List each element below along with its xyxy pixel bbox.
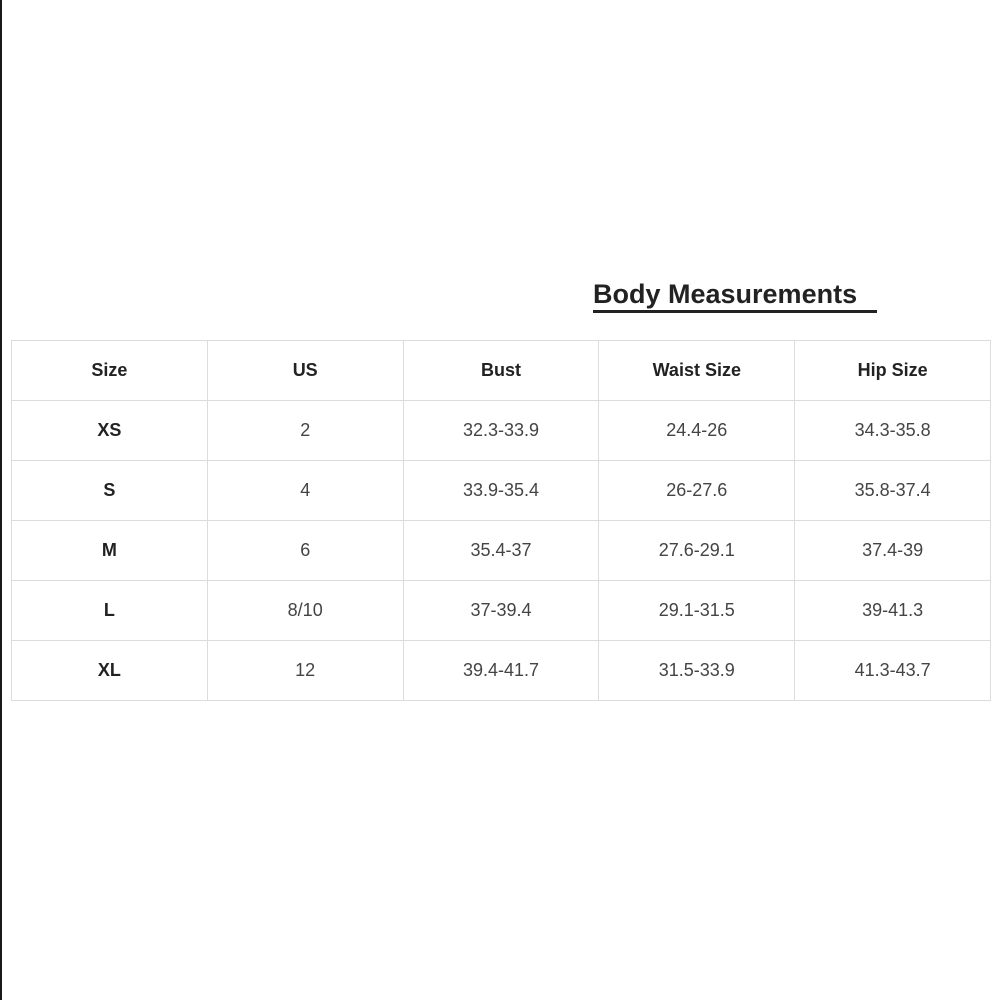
cell-size: XS bbox=[12, 401, 208, 461]
table-row bbox=[12, 461, 991, 521]
left-border-line bbox=[0, 0, 2, 1000]
table-header-row bbox=[12, 341, 991, 401]
header-bust: Bust bbox=[403, 341, 599, 401]
cell-waist: 26-27.6 bbox=[599, 461, 795, 521]
cell-us: 8/10 bbox=[207, 581, 403, 641]
cell-hip: 37.4-39 bbox=[795, 521, 991, 581]
table-row bbox=[12, 641, 991, 701]
cell-bust: 33.9-35.4 bbox=[403, 461, 599, 521]
cell-hip: 35.8-37.4 bbox=[795, 461, 991, 521]
cell-bust: 32.3-33.9 bbox=[403, 401, 599, 461]
cell-hip: 34.3-35.8 bbox=[795, 401, 991, 461]
cell-us: 6 bbox=[207, 521, 403, 581]
table-row bbox=[12, 521, 991, 581]
cell-bust: 35.4-37 bbox=[403, 521, 599, 581]
title-underline bbox=[593, 310, 877, 313]
table-row bbox=[12, 401, 991, 461]
cell-waist: 27.6-29.1 bbox=[599, 521, 795, 581]
cell-waist: 29.1-31.5 bbox=[599, 581, 795, 641]
header-us: US bbox=[207, 341, 403, 401]
cell-us: 12 bbox=[207, 641, 403, 701]
header-size: Size bbox=[12, 341, 208, 401]
page-title: Body Measurements bbox=[593, 279, 858, 309]
cell-size: XL bbox=[12, 641, 208, 701]
size-chart-table bbox=[11, 340, 991, 701]
header-waist-size: Waist Size bbox=[599, 341, 795, 401]
cell-hip: 39-41.3 bbox=[795, 581, 991, 641]
cell-waist: 31.5-33.9 bbox=[599, 641, 795, 701]
cell-size: S bbox=[12, 461, 208, 521]
cell-bust: 37-39.4 bbox=[403, 581, 599, 641]
cell-size: L bbox=[12, 581, 208, 641]
cell-size: M bbox=[12, 521, 208, 581]
table-row bbox=[12, 581, 991, 641]
cell-bust: 39.4-41.7 bbox=[403, 641, 599, 701]
cell-hip: 41.3-43.7 bbox=[795, 641, 991, 701]
cell-waist: 24.4-26 bbox=[599, 401, 795, 461]
cell-us: 2 bbox=[207, 401, 403, 461]
cell-us: 4 bbox=[207, 461, 403, 521]
header-hip-size: Hip Size bbox=[795, 341, 991, 401]
